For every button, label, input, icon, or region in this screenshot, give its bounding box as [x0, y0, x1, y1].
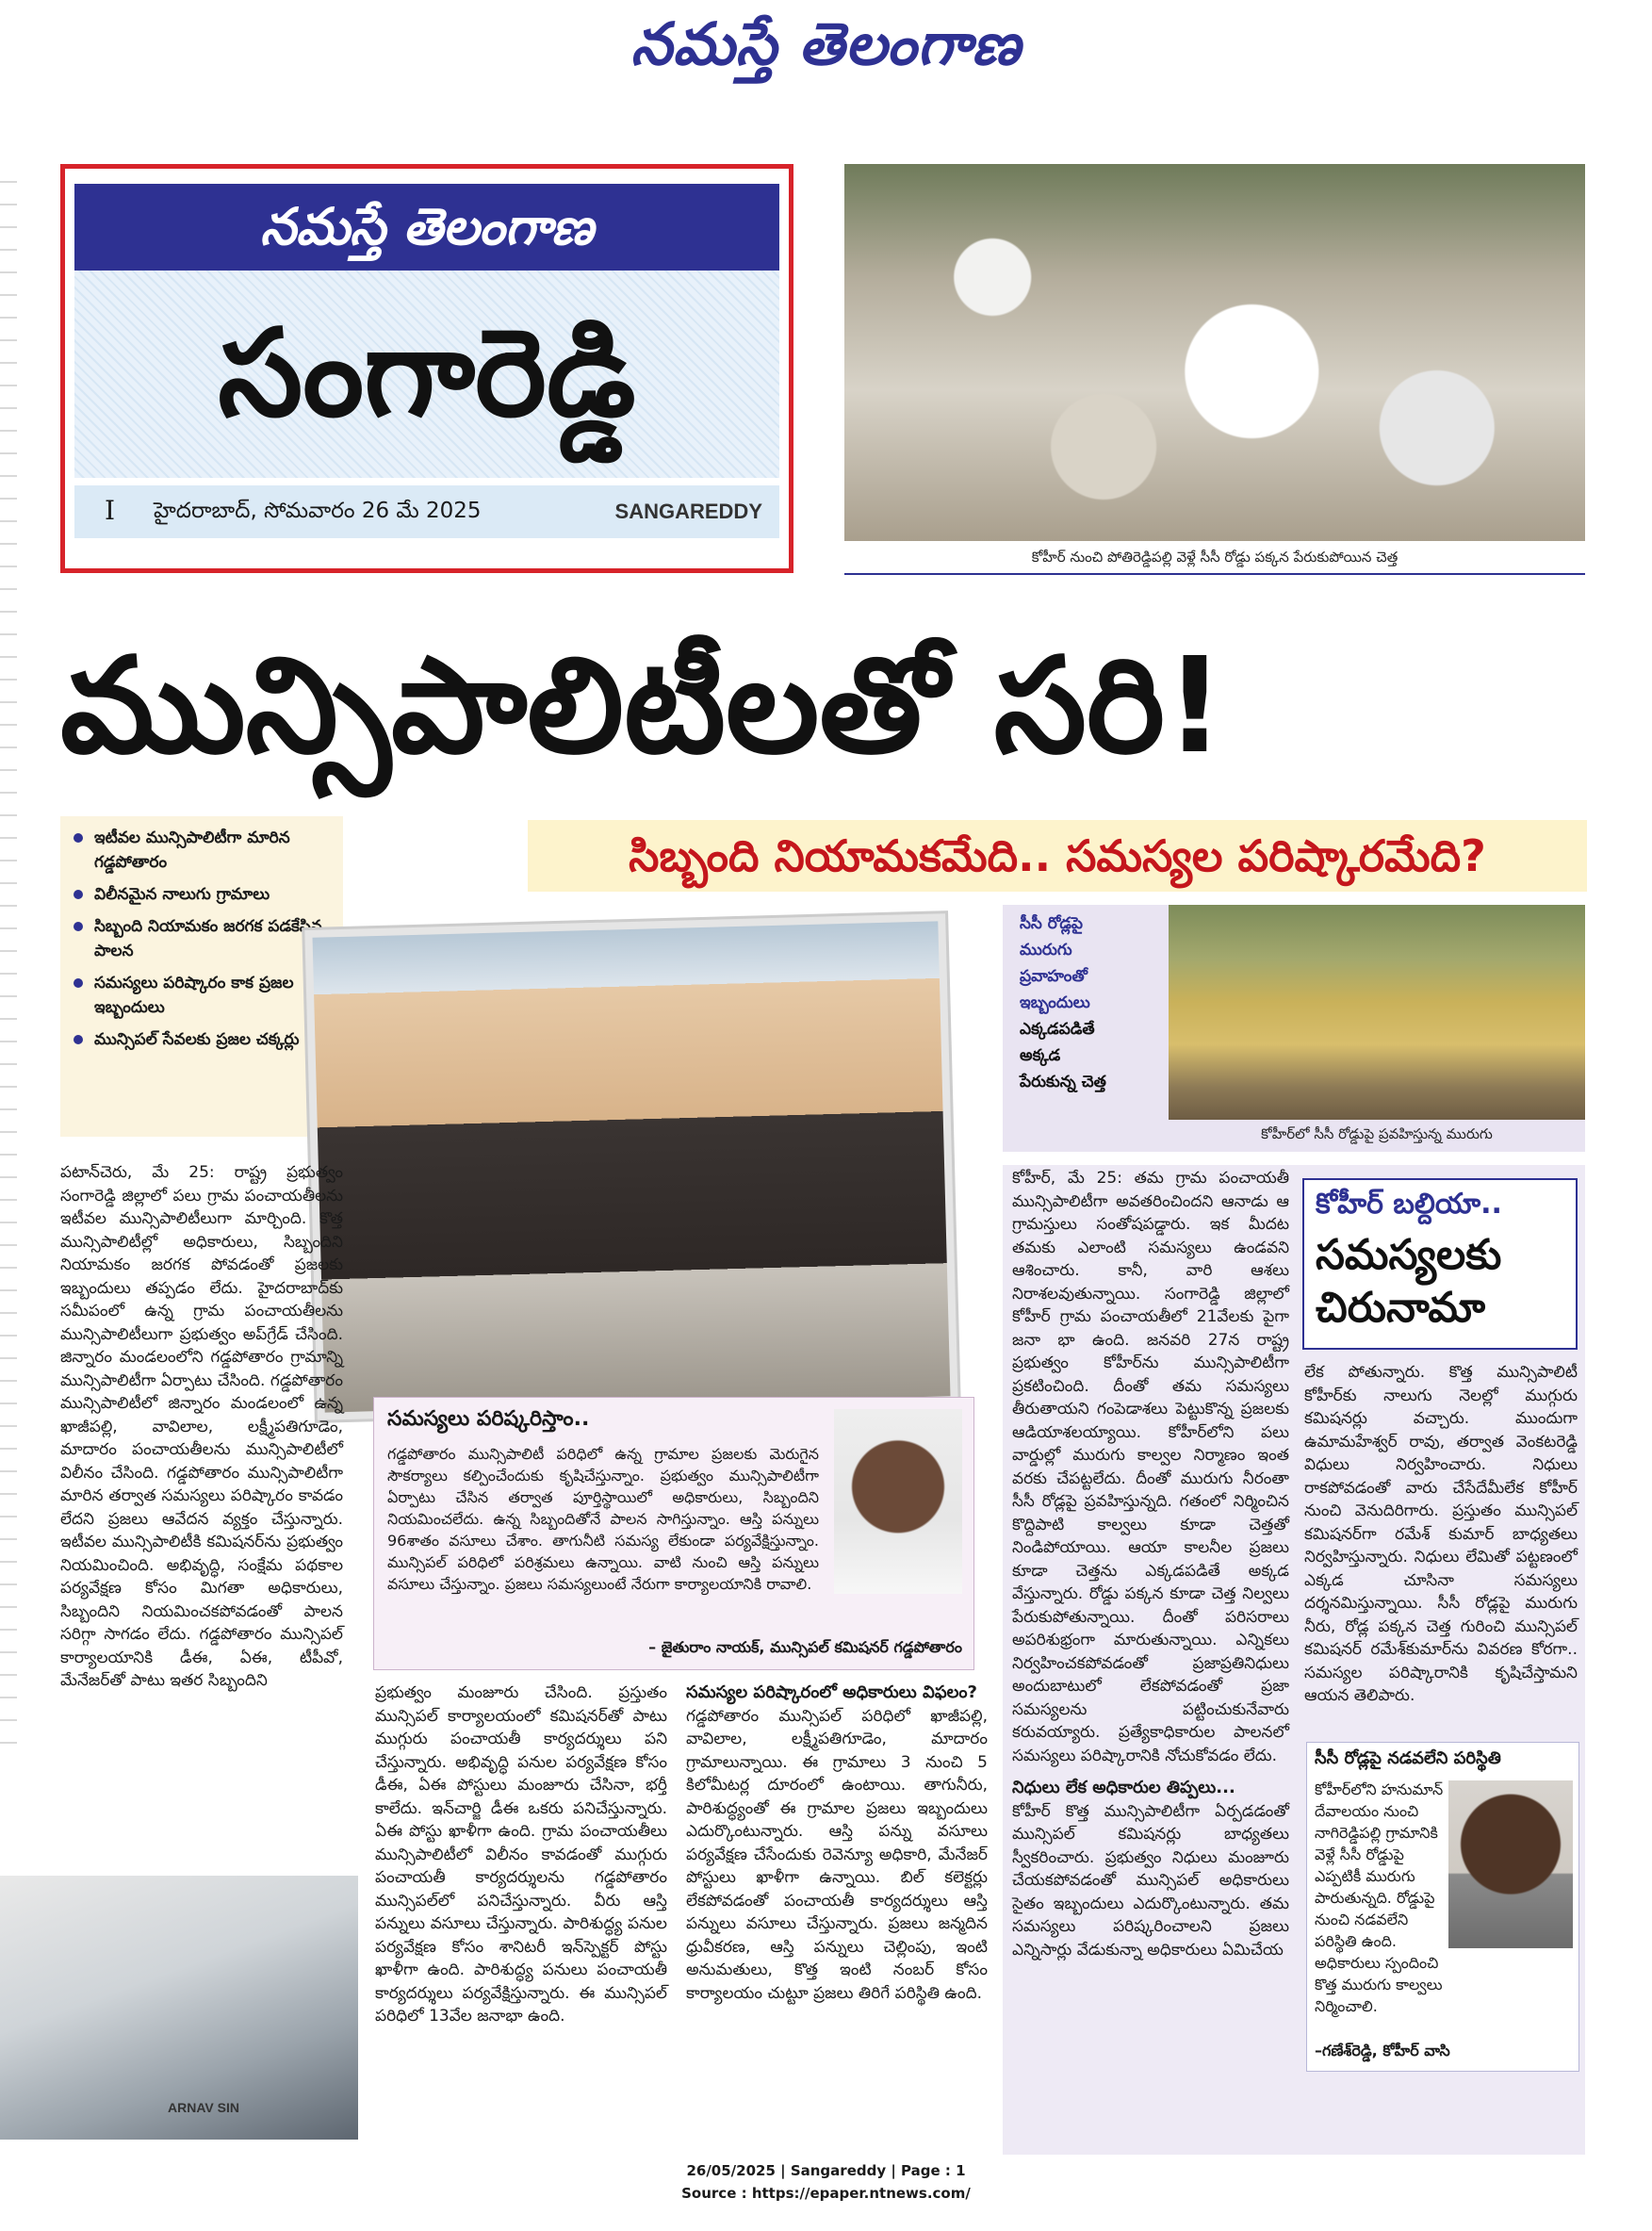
commissioner-box: [373, 1397, 974, 1670]
footer-line-1: 26/05/2025 | Sangareddy | Page : 1: [686, 2162, 966, 2179]
kohir-article-body2: కోహీర్ కొత్త మున్సిపాలిటీగా ఏర్పడడంతో మున్సిపల్ కమిషనర్లు బాధ్యతలు స్వీకరించారు. ప్రభుత్వం నిధులు మంజూరు చేయకపోవడంతో మున్సిపల్ అధికారులు సైతం ఇబ్బందులు ఎదుర్కొంటున్నారు. తమ సమస్యలు పరిష్కరించాలని ప్రజలు ఎన్నిసార్లు వేడుకున్నా అధికారులు ఏమిచేయ: [1012, 1801, 1289, 1960]
failure-article-title: సమస్యల పరిష్కారంలో అధికారులు విఫలం?: [686, 1682, 977, 1702]
sewage-photo-caption: కోహీర్‌లో సీసీ రోడ్డుపై ప్రవహిస్తున్న మురుగు: [1261, 1125, 1493, 1142]
municipal-office-photo: [313, 921, 951, 1412]
overlay-line: సీసీ రోడ్లపై: [1020, 914, 1083, 933]
side-photo-overlay: [1020, 910, 1157, 1095]
left-article-body: పటాన్‌చెరు, మే 25: రాష్ట్ర ప్రభుత్వం సంగారెడ్డి జిల్లాలో పలు గ్రామ పంచాయతీలను ఇటీవల మున్సిపాలిటీలుగా మార్చింది. కొత్త మున్సిపాలిటీల్లో అధికారులు, సిబ్బందిని నియామకం జరగక పోవడంతో ప్రజలకు ఇబ్బందులు తప్పడం లేదు. హైదరాబాద్‌కు సమీపంలో ఉన్న గ్రామ పంచాయతీలను మున్సిపాలిటీలుగా ప్రభుత్వం అప్‌గ్రేడ్ చేసింది. జిన్నారం మండలంలోని గడ్డపోతారం గ్రామాన్ని మున్సిపాలిటీగా ఏర్పాటు చేసింది. గడ్డపోతారం మున్సిపాలిటీలో జిన్నారం మండలంలో ఉన్న ఖాజీపల్లి, వావిలాల, లక్ష్మీపతిగూడెం, మాదారం పంచాయతీలను మున్సిపాలిటీలో విలీనం చేసింది. గడ్డపోతారం మున్సిపాలిటీగా మారిన తర్వాత సమస్యలు పరిష్కారం కావడం లేదని ప్రజలు ఆవేదన వ్యక్తం చేస్తున్నారు. ఇటీవల మున్సిపాలిటీకి కమిషనర్‌ను ప్రభుత్వం నియమించింది. అభివృద్ధి, సంక్షేమ పథకాల పర్యవేక్షణ కోసం మిగతా అధికారులు, సిబ్బందిని నియమించకపోవడంతో పాలన సరిగ్గా సాగడం లేదు. గడ్డపోతారం మున్సిపల్ కార్యాలయానికి డీఈ, ఏఈ, టీపీవో, మేనేజర్‌తో పాటు ఇతర సిబ్బందిని: [60, 1163, 343, 1690]
failure-article-body: గడ్డపోతారం మున్సిపల్ పరిధిలో ఖాజీపల్లి, వావిలాల, లక్ష్మీపతిగూడెం, మాదారం గ్రామాలున్నాయి. ఈ గ్రామాలు 3 నుంచి 5 కిలోమీటర్ల దూరంలో ఉంటాయి. తాగునీరు, పారిశుద్ధ్యంతో ఈ గ్రామాల ప్రజలు ఇబ్బందులు ఎదుర్కొంటున్నారు. ఆస్తి పన్ను వసూలు పర్యవేక్షణ చేసేందుకు రెవెన్యూ అధికారి, మేనేజర్ పోస్టులు ఖాళీగా ఉన్నాయి. బిల్ కలెక్టర్లు లేకపోవడంతో పంచాయతీ కార్యదర్శులు ఆస్తి పన్నులు వసూలు చేస్తున్నారు. ప్రజలు జన్మదిన ధ్రువీకరణ, ఆస్తి పన్నులు చెల్లింపు, ఇంటి అనుమతులు, కొత్త ఇంటి నంబర్ కోసం కార్యాలయం చుట్టూ ప్రజలు తిరిగే పరిస్థితి ఉంది.: [686, 1706, 988, 2003]
overlay-line: మురుగు: [1020, 941, 1072, 960]
highlights-box: [60, 816, 343, 1137]
highlight-item: ఇటీవల మున్సిపాలిటీగా మారిన గడ్డపోతారం: [70, 826, 334, 875]
resident-box: [1306, 1742, 1579, 2072]
edition-mark: I: [105, 495, 116, 526]
subheadline: సిబ్బంది నియామకమేది.. సమస్యల పరిష్కారమేది?: [528, 820, 1587, 892]
overlay-line: ఇబ్బందులు: [1020, 993, 1090, 1012]
highlight-item: మున్సిపల్ సేవలకు ప్రజల చక్కర్లు: [70, 1027, 334, 1052]
kohir-title: సమస్యలకు చిరునామా: [1316, 1231, 1502, 1332]
edition-brand-band: [74, 184, 779, 271]
resident-box-title: సీసీ రోడ్లపై నడవలేని పరిస్థితి: [1315, 1748, 1501, 1768]
highlight-item: విలీనమైన నాలుగు గ్రామాలు: [70, 882, 334, 907]
overlay-line: ఎక్కడపడితే: [1020, 1020, 1095, 1039]
kohir-title-box: [1302, 1178, 1578, 1350]
resident-photo: [1448, 1780, 1573, 1948]
footer-source[interactable]: Source : https://epaper.ntnews.com/: [681, 2185, 971, 2202]
overlay-line: పేరుకున్న చెత్త: [1020, 1073, 1106, 1091]
resident-attribution: –గణేశ్‌రెడ్డి, కోహీర్ వాసి: [1315, 2042, 1450, 2059]
middle-article-body: ప్రభుత్వం మంజూరు చేసింది. ప్రస్తుతం మున్సిపల్ కార్యాలయంలో కమిషనర్‌తో పాటు ముగ్గురు పంచాయతీ కార్యదర్శులు పని చేస్తున్నారు. అభివృద్ధి పనుల పర్యవేక్షణ కోసం డీఈ, ఏఈ పోస్టులు మంజూరు చేసినా, భర్తీ కాలేదు. ఇన్‌చార్జి డీఈ ఒకరు పనిచేస్తున్నారు. ఏఈ పోస్టు ఖాళీగా ఉంది. గ్రామ పంచాయతీలు మున్సిపాలిటీలో విలీనం కావడంతో ముగ్గురు పంచాయతీ కార్యదర్శులను గడ్డపోతారం మున్సిపల్‌లో పనిచేస్తున్నారు. వీరు ఆస్తి పన్నులు వసూలు చేస్తున్నారు. పారిశుద్ధ్య పనుల పర్యవేక్షణ కోసం శానిటరీ ఇన్‌స్పెక్టర్ పోస్టు ఖాళీగా ఉంది. పారిశుద్ధ్య పనులు పంచాయతీ కార్యదర్శులు పర్యవేక్షిస్తున్నారు. ఈ మున్సిపల్ పరిధిలో 13వేల జనాభా ఉంది.: [375, 1683, 667, 2026]
commissioner-attribution: – జైతురాం నాయక్, మున్సిపల్ కమిషనర్ గడ్డపోతారం: [648, 1638, 962, 1656]
caption-rule: [844, 573, 1585, 575]
highlights-list: [70, 826, 334, 1052]
edition-name-en: SANGAREDDY: [614, 500, 762, 523]
dateline: హైదరాబాద్, సోమవారం 26 మే 2025: [154, 499, 482, 523]
headline: మున్సిపాలిటీలతో సరి!: [60, 630, 1225, 783]
commissioner-box-title: సమస్యలు పరిష్కరిస్తాం..: [387, 1407, 590, 1431]
kohir-article: [1012, 1167, 1289, 2119]
building-photo-frame: [304, 913, 957, 1420]
overlay-line: ప్రవాహంతో: [1020, 967, 1088, 986]
kohir-article-body: కోహీర్, మే 25: తమ గ్రామ పంచాయతీ మున్సిపాలిటీగా అవతరించిందని ఆనాడు ఆ గ్రామస్తులు సంతోషపడ్డారు. ఇక మీదట తమకు ఎలాంటి సమస్యలు ఉండవని ఆశించారు. కానీ, వారి ఆశలు నిరాశలవుతున్నాయి. సంగారెడ్డి జిల్లాలో కోహీర్ గ్రామ పంచాయతీలో 21వేలకు పైగా జనా భా ఉంది. జనవరి 27న రాష్ట్ర ప్రభుత్వం కోహీర్‌ను మున్సిపాలిటీగా ప్రకటించింది. దీంతో తమ సమస్యలు తీరుతాయని గంపెడాశలు పెట్టుకొన్న ప్రజలకు ఆడియాశలయ్యాయి. కోహీర్‌లోని పలు వార్డుల్లో మురుగు కాల్వల నిర్మాణం ఇంత వరకు చేపట్టలేదు. దీంతో మురుగు నీరంతా సీసీ రోడ్లపై ప్రవహిస్తున్నది. గతంలో నిర్మించిన కొద్దిపాటి కాల్వలు కూడా చెత్తతో నిండిపోయాయి. ఆయా కాలనీల ప్రజలు కూడా చెత్తను ఎక్కడపడితే అక్కడ వేస్తున్నారు. రోడ్డు పక్కన కూడా చెత్త నిల్వలు పేరుకుపోతున్నాయి. దీంతో పరిసరాలు అపరిశుభ్రంగా మారుతున్నాయి. ఎన్నికలు నిర్వహించకపోవడంతో ప్రజాప్రతినిధులు అందుబాటులో లేకపోవడంతో ప్రజా సమస్యలను పట్టించుకునేవారు కరువయ్యారు. ప్రత్యేకాధికారుల పాలనలో సమస్యలు పరిష్కారానికి నోచుకోవడం లేదు.: [1012, 1169, 1289, 1765]
highlight-item: సిబ్బంది నియామకం జరగక పడకేసిన పాలన: [70, 914, 334, 963]
truck-lettering: ARNAV SIN: [168, 2100, 239, 2115]
kohir-article-subtitle: నిధులు లేక అధికారుల తిప్పలు...: [1012, 1778, 1235, 1797]
kohir-box-article: [1304, 1361, 1578, 1723]
masthead: నమస్తే తెలంగాణ: [630, 9, 1022, 78]
resident-box-body: కోహీర్‌లోని హనుమాన్ దేవాలయం నుంచి నాగిరెడ్డిపల్లి గ్రామానికి వెళ్లే సీసీ రోడ్డుపై ఎప్పటికీ మురుగు పారుతున్నది. రోడ్డుపై నుంచి నడవలేని పరిస్థితి ఉంది. అధికారులు స్పందించి కొత్త మురుగు కాల్వలు నిర్మించాలి.: [1315, 1780, 1444, 2015]
commissioner-box-body: గడ్డపోతారం మున్సిపాలిటీ పరిధిలో ఉన్న గ్రామాల ప్రజలకు మెరుగైన సౌకర్యాలు కల్పించేందుకు కృషిచేస్తున్నాం. ప్రభుత్వం మున్సిపాలిటీగా ఏర్పాటు చేసిన తర్వాత పూర్తిస్థాయిలో అధికారులు, సిబ్బందిని నియమించలేదు. ఉన్న సిబ్బందితోనే పాలన సాగిస్తున్నాం. ఆస్తి పన్నులు 96శాతం వసూలు చేశాం. తాగునీటి సమస్య లేకుండా పర్యవేక్షిస్తున్నాం. మున్సిపల్ పరిధిలో పరిశ్రమలు ఉన్నాయి. వాటి నుంచి ఆస్తి పన్నులు వసూలు చేస్తున్నాం. ప్రజలు సమస్యలుంటే నేరుగా కార్యాలయానికి రావాలి.: [387, 1445, 819, 1593]
district-title: సంగారెడ్డి: [218, 303, 636, 444]
highlight-item: సమస్యలు పరిష్కారం కాక ప్రజల ఇబ్బందులు: [70, 971, 334, 1020]
sewage-road-photo: [1169, 905, 1585, 1120]
garbage-photo-caption: కోహీర్ నుంచి పోతిరెడ్డిపల్లి వెళ్లే సీసీ రోడ్డు పక్కన పేరుకుపోయిన చెత్త: [1031, 549, 1398, 566]
garbage-photo: [844, 164, 1585, 541]
failure-article: [686, 1681, 988, 2124]
commissioner-photo: [834, 1409, 962, 1594]
middle-article: [375, 1681, 667, 2124]
kohir-box-body: లేక పోతున్నారు. కొత్త మున్సిపాలిటీ కోహీర్‌కు నాలుగు నెలల్లో ముగ్గురు కమిషనర్లు వచ్చారు. ముందుగా ఉమామహేశ్వర్ రావు, తర్వాత వెంకటరెడ్డి విధులు నిర్వహించారు. నిధులు రాకపోవడంతో వారు చేసేదేమీలేక కోహీర్ నుంచి వెనుదిరిగారు. ప్రస్తుతం మున్సిపల్ కమిషనర్‌గా రమేశ్ కుమార్ బాధ్యతలు నిర్వహిస్తున్నారు. నిధులు లేమితో పట్టణంలో ఎక్కడ చూసినా సమస్యలు దర్శనమిస్తున్నాయి. సీసీ రోడ్లపై మురుగు నీరు, రోడ్ల పక్కన చెత్త గురించి మున్సిపల్ కమిషనర్ రమేశ్‌కుమార్‌ను వివరణ కోరగా.. సమస్యల పరిష్కారానికి కృషిచేస్తామని ఆయన తెలిపారు.: [1304, 1363, 1578, 1705]
dateline-band: [74, 485, 779, 538]
side-photo-block: [1003, 905, 1585, 1152]
edition-brand: నమస్తే తెలంగాణ: [260, 197, 594, 256]
kohir-kicker: కోహీర్ బల్దియా..: [1316, 1188, 1502, 1221]
edition-box: [60, 164, 793, 573]
overlay-line: అక్కడ: [1020, 1046, 1061, 1065]
edition-district-band: [74, 271, 779, 478]
left-article: [60, 1161, 343, 1690]
adjacent-page-strip: [0, 160, 17, 1763]
truck-photo: [0, 1876, 358, 2140]
